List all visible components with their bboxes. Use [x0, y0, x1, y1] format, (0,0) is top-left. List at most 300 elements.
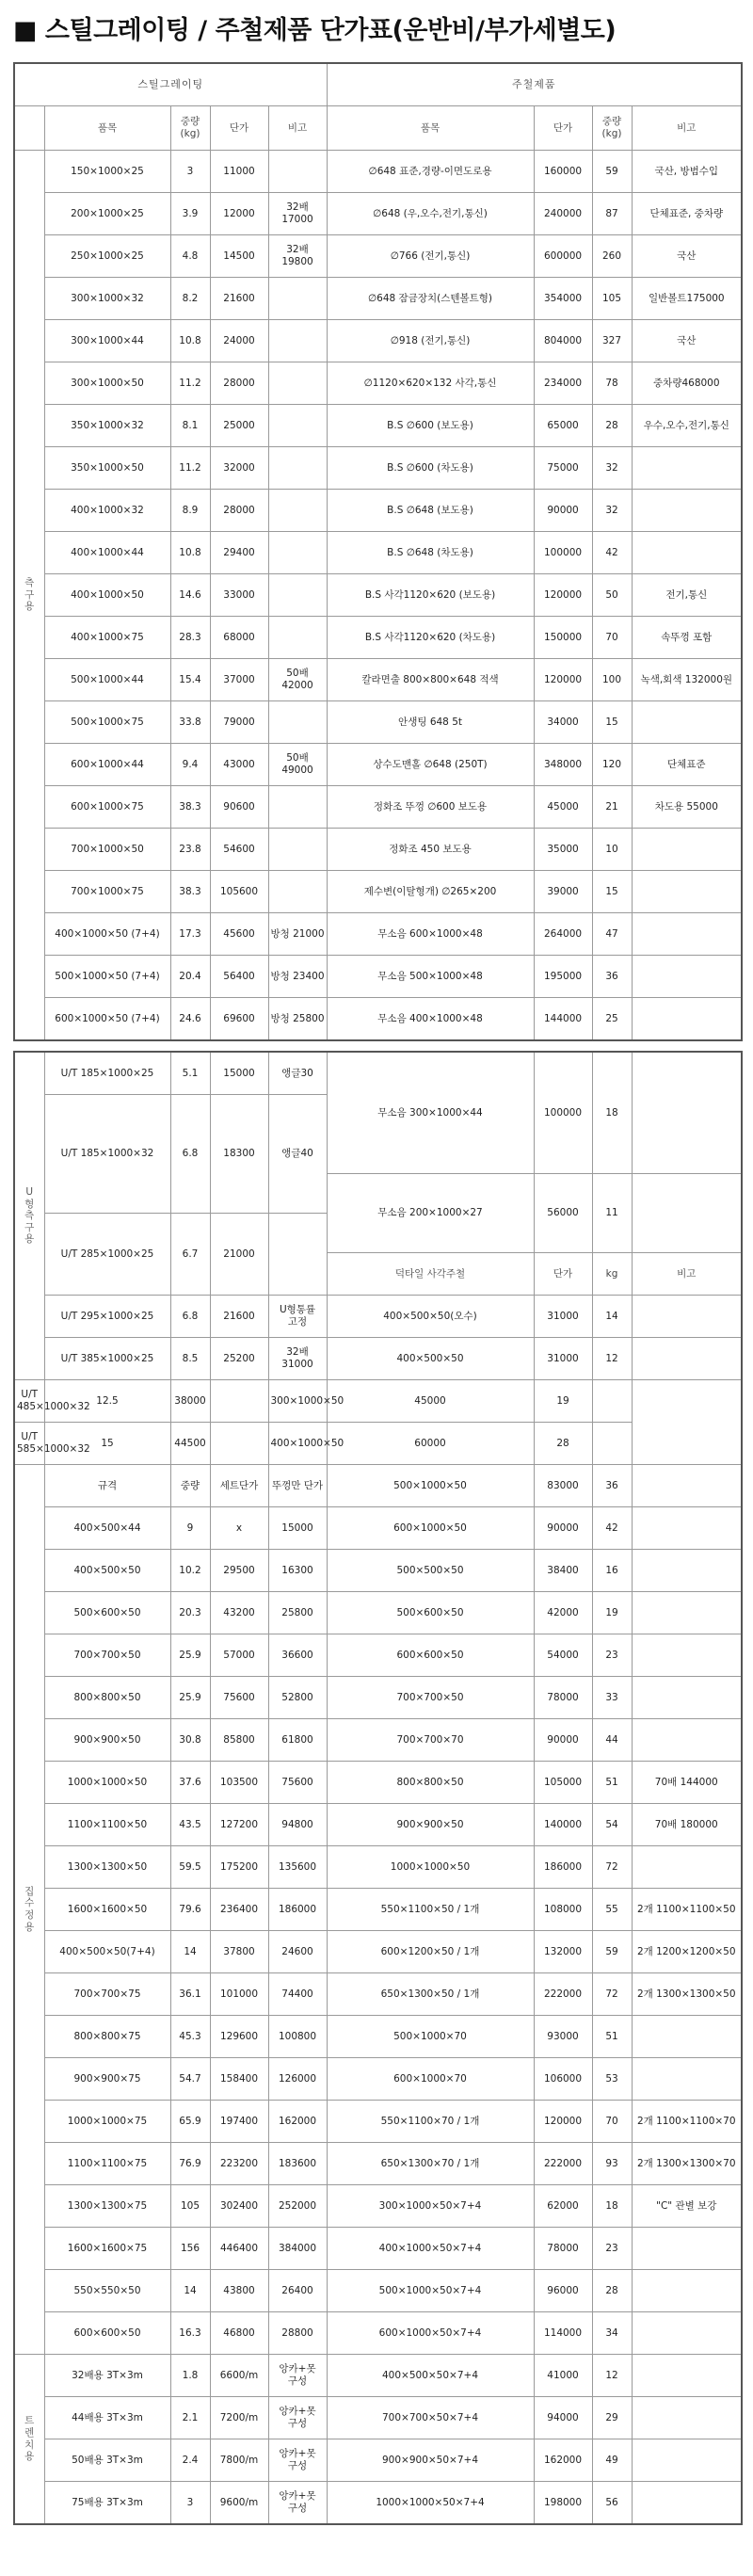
table-cell: 69600 [210, 998, 268, 1041]
table-cell [632, 829, 742, 871]
table-cell: 70 [592, 617, 632, 659]
table-cell: 방청 23400 [268, 956, 327, 998]
table-cell: 2.4 [170, 2439, 210, 2482]
table-cell: 94800 [268, 1804, 327, 1846]
category-label [14, 2355, 44, 2525]
table-cell: 44500 [170, 1423, 210, 1465]
table-cell: 정화조 450 보도용 [327, 829, 534, 871]
table-cell: 제수변(이탈형개) ∅265×200 [327, 871, 534, 913]
table-cell: 348000 [534, 744, 592, 786]
col-header: 중량(kg) [170, 106, 210, 151]
table-cell: 34 [592, 2312, 632, 2355]
table-cell: U/T 185×1000×25 [44, 1052, 170, 1095]
table-cell: 16 [592, 1550, 632, 1592]
table-cell: 60000 [327, 1423, 534, 1465]
table-cell: 1600×1600×75 [44, 2228, 170, 2270]
table-cell: 800×800×50 [44, 1677, 170, 1719]
table-cell [632, 532, 742, 574]
table-cell: 차도용 55000 [632, 786, 742, 829]
table-cell: 25 [592, 998, 632, 1041]
table-cell: "C" 관별 보강 [632, 2185, 742, 2228]
table-cell: 79.6 [170, 1889, 210, 1931]
table-cell: 일반볼트175000 [632, 278, 742, 320]
table-cell: 100 [592, 659, 632, 701]
table-cell: 23.8 [170, 829, 210, 871]
table-cell: 16300 [268, 1550, 327, 1592]
table-cell: 264000 [534, 913, 592, 956]
table-cell: 12000 [210, 193, 268, 235]
table-cell [632, 2397, 742, 2439]
table-cell: 85800 [210, 1719, 268, 1762]
table-row [14, 617, 742, 659]
table-cell: 350×1000×32 [44, 405, 170, 447]
table-cell: 1000×1000×50 [44, 1762, 170, 1804]
table-cell: 300×1000×44 [44, 320, 170, 362]
table-cell: 105000 [534, 1762, 592, 1804]
table-cell: 83000 [534, 1465, 592, 1507]
table-cell [268, 574, 327, 617]
table-cell: 29 [592, 2397, 632, 2439]
table-cell: 53 [592, 2058, 632, 2101]
table-cell: 33.8 [170, 701, 210, 744]
table-row [14, 956, 742, 998]
table-cell: 700×700×75 [44, 1973, 170, 2016]
table-row [14, 786, 742, 829]
table-cell [632, 490, 742, 532]
table-cell: 15 [592, 701, 632, 744]
table-row [14, 1889, 742, 1931]
table-cell: 400×1000×32 [44, 490, 170, 532]
table-row [14, 2482, 742, 2525]
table-cell: 녹색,회색 132000원 [632, 659, 742, 701]
table-cell: 650×1300×70 / 1개 [327, 2143, 534, 2185]
table-cell [268, 829, 327, 871]
table-cell: 30.8 [170, 1719, 210, 1762]
table-cell: 단체표준 [632, 744, 742, 786]
table-cell: 500×1000×44 [44, 659, 170, 701]
table-cell: 12 [592, 1338, 632, 1380]
table-row [14, 744, 742, 786]
table-cell: 700×700×50 [44, 1634, 170, 1677]
table-cell: 400×500×50×7+4 [327, 2355, 534, 2397]
table-cell: 43.5 [170, 1804, 210, 1846]
table-cell [210, 1423, 268, 1465]
table-cell: 56000 [534, 1174, 592, 1253]
table-cell [632, 2016, 742, 2058]
table-cell: 1300×1300×75 [44, 2185, 170, 2228]
table-cell: 162000 [534, 2439, 592, 2482]
table-cell: 144000 [534, 998, 592, 1041]
table-cell: 33000 [210, 574, 268, 617]
table-row [14, 1804, 742, 1846]
table-cell: U형통률 고정 [268, 1296, 327, 1338]
table-cell: 120000 [534, 659, 592, 701]
table-row [14, 1634, 742, 1677]
table-cell: 700×700×50 [327, 1677, 534, 1719]
table-cell: 87 [592, 193, 632, 235]
table-cell: 42 [592, 1507, 632, 1550]
table-cell: 400×1000×50 (7+4) [44, 913, 170, 956]
table-cell [592, 1380, 632, 1423]
table-cell: 59 [592, 1931, 632, 1973]
table-cell: 26400 [268, 2270, 327, 2312]
col-header: 세트단가 [210, 1465, 268, 1507]
table-cell: 12.5 [44, 1380, 170, 1423]
table-cell: 114000 [534, 2312, 592, 2355]
table-row [14, 532, 742, 574]
table-cell: 43000 [210, 744, 268, 786]
table-cell: 11000 [210, 151, 268, 193]
table-cell: 90000 [534, 1507, 592, 1550]
table-cell: U/T 285×1000×25 [44, 1214, 170, 1296]
table-cell: 61800 [268, 1719, 327, 1762]
table-cell: 57000 [210, 1634, 268, 1677]
table-cell: 21 [592, 786, 632, 829]
table-cell: 600000 [534, 235, 592, 278]
table-cell: 400×500×44 [44, 1507, 170, 1550]
table-row [14, 1465, 742, 1507]
table-cell: 400×1000×50 [44, 574, 170, 617]
table-cell: 78000 [534, 1677, 592, 1719]
table-cell: 600×1200×50 / 1개 [327, 1931, 534, 1973]
table-cell: 8.5 [170, 1338, 210, 1380]
table-cell: 42 [592, 532, 632, 574]
table-cell: 앵글40 [268, 1095, 327, 1214]
table-cell: 183600 [268, 2143, 327, 2185]
table-cell: 국산 [632, 235, 742, 278]
table-cell: 900×900×50 [327, 1804, 534, 1846]
table-cell [632, 1338, 742, 1380]
table-cell: 32 [592, 447, 632, 490]
table-cell [268, 786, 327, 829]
table-cell: 132000 [534, 1931, 592, 1973]
table-cell: 15 [592, 871, 632, 913]
table-cell: 25000 [210, 405, 268, 447]
table-row [14, 871, 742, 913]
table-cell: 400×500×50 [327, 1338, 534, 1380]
table-cell: 35000 [534, 829, 592, 871]
table-cell: 302400 [210, 2185, 268, 2228]
table-cell: 45000 [327, 1380, 534, 1423]
table-cell: 15 [44, 1423, 170, 1465]
table-cell: 21600 [210, 1296, 268, 1338]
table-cell [632, 1719, 742, 1762]
table-cell: 150000 [534, 617, 592, 659]
table-cell: 15.4 [170, 659, 210, 701]
category-label [14, 1465, 44, 2355]
table-cell: 38.3 [170, 786, 210, 829]
col-header: 단가 [210, 106, 268, 151]
table-cell [268, 362, 327, 405]
table-row [14, 701, 742, 744]
table-cell [268, 278, 327, 320]
table-row [14, 1677, 742, 1719]
table-cell: B.S ∅648 (보도용) [327, 490, 534, 532]
table-cell: ∅1120×620×132 사각,통신 [327, 362, 534, 405]
table-cell: 24000 [210, 320, 268, 362]
table-cell: 500×1000×50 [327, 1465, 534, 1507]
table-cell: 14 [170, 2270, 210, 2312]
table-cell: 18 [592, 2185, 632, 2228]
group-header-row [14, 63, 742, 106]
table-cell: 59 [592, 151, 632, 193]
table-row [14, 278, 742, 320]
column-header-row [14, 106, 742, 151]
table-cell: 354000 [534, 278, 592, 320]
table-cell [632, 871, 742, 913]
table-cell: 300×1000×50 [268, 1380, 327, 1423]
table-cell: 36 [592, 1465, 632, 1507]
table-cell: 31000 [534, 1296, 592, 1338]
table-cell [632, 447, 742, 490]
table-cell: 50배 49000 [268, 744, 327, 786]
table-cell: 50배 42000 [268, 659, 327, 701]
table-cell: 25.9 [170, 1677, 210, 1719]
table-cell: 20.4 [170, 956, 210, 998]
table-cell: 2개 1100×1100×70 [632, 2101, 742, 2143]
table-cell: 250×1000×25 [44, 235, 170, 278]
col-header: 중량 [170, 1465, 210, 1507]
table-cell: 10.2 [170, 1550, 210, 1592]
table-cell: 칼라면출 800×800×648 적색 [327, 659, 534, 701]
table-cell: 2.1 [170, 2397, 210, 2439]
table-row [14, 1338, 742, 1380]
table-cell [632, 2058, 742, 2101]
table-cell: B.S ∅600 (보도용) [327, 405, 534, 447]
table-cell: 600×1000×50×7+4 [327, 2312, 534, 2355]
table-cell: B.S ∅600 (차도용) [327, 447, 534, 490]
table-row [14, 1296, 742, 1338]
table-cell [632, 1052, 742, 1174]
table-cell: 126000 [268, 2058, 327, 2101]
table-cell: 162000 [268, 2101, 327, 2143]
table-cell: 중차량468000 [632, 362, 742, 405]
bottom-table-body [14, 1052, 742, 2524]
table-row [14, 829, 742, 871]
table-row [14, 2101, 742, 2143]
table-cell: 700×700×50×7+4 [327, 2397, 534, 2439]
table-cell: 14 [592, 1296, 632, 1338]
table-cell: 28.3 [170, 617, 210, 659]
table-row [14, 320, 742, 362]
table-cell: 28000 [210, 490, 268, 532]
table-cell: 72 [592, 1973, 632, 2016]
table-cell: 1000×1000×50 [327, 1846, 534, 1889]
table-row [14, 1719, 742, 1762]
table-cell: 18 [592, 1052, 632, 1174]
table-cell: 140000 [534, 1804, 592, 1846]
table-cell: 186000 [268, 1889, 327, 1931]
table-cell: 31000 [534, 1338, 592, 1380]
table-cell: 100000 [534, 1052, 592, 1174]
table-cell: 14500 [210, 235, 268, 278]
table-cell: 94000 [534, 2397, 592, 2439]
table-cell: 127200 [210, 1804, 268, 1846]
table-cell: 120000 [534, 2101, 592, 2143]
table-row [14, 1550, 742, 1592]
table-cell: 23 [592, 1634, 632, 1677]
table-cell: U/T 585×1000×32 [14, 1423, 44, 1465]
col-header: 규격 [44, 1465, 170, 1507]
table-cell: 90000 [534, 1719, 592, 1762]
table-cell: 15000 [268, 1507, 327, 1550]
table-cell: 37000 [210, 659, 268, 701]
table-cell [632, 2228, 742, 2270]
table-cell: 101000 [210, 1973, 268, 2016]
table-cell: 70배 180000 [632, 1804, 742, 1846]
left-group-header: 스틸그레이팅 [14, 63, 327, 106]
table-cell: 70배 144000 [632, 1762, 742, 1804]
table-row [14, 2270, 742, 2312]
table-cell: 9 [170, 1507, 210, 1550]
table-cell [632, 1296, 742, 1338]
table-cell: 446400 [210, 2228, 268, 2270]
table-cell: 무소음 300×1000×44 [327, 1052, 534, 1174]
table-cell [268, 1214, 327, 1296]
table-cell: 400×1000×75 [44, 617, 170, 659]
table-cell: 900×900×75 [44, 2058, 170, 2101]
table-cell: 6.7 [170, 1214, 210, 1296]
table-cell: U/T 485×1000×32 [14, 1380, 44, 1423]
table-cell: 10 [592, 829, 632, 871]
table-cell: 120000 [534, 574, 592, 617]
top-price-table [13, 62, 743, 1041]
table-row [14, 193, 742, 235]
table-cell: 46800 [210, 2312, 268, 2355]
table-row [14, 2355, 742, 2397]
table-cell: 정화조 뚜껑 ∅600 보도용 [327, 786, 534, 829]
table-cell: 3 [170, 2482, 210, 2525]
table-cell: 앙카+못 구성 [268, 2439, 327, 2482]
table-row [14, 574, 742, 617]
table-cell: 32 [592, 490, 632, 532]
table-cell: 600×1000×44 [44, 744, 170, 786]
category-text: 집수정용 [24, 1885, 35, 1933]
table-cell: 500×1000×70 [327, 2016, 534, 2058]
table-cell: 21600 [210, 278, 268, 320]
right-group-header: 주철제품 [327, 63, 742, 106]
col-header: 품목 [327, 106, 534, 151]
table-cell: 78 [592, 362, 632, 405]
table-cell: ∅648 잠금장치(스텐볼트형) [327, 278, 534, 320]
table-cell [210, 1380, 268, 1423]
table-cell: 6.8 [170, 1095, 210, 1214]
table-cell: 550×1100×50 / 1개 [327, 1889, 534, 1931]
table-cell: 103500 [210, 1762, 268, 1804]
table-cell: 앙카+못 구성 [268, 2482, 327, 2525]
table-row [14, 405, 742, 447]
table-cell [268, 701, 327, 744]
table-cell: 방청 21000 [268, 913, 327, 956]
table-cell [592, 1423, 632, 1465]
table-cell: 25200 [210, 1338, 268, 1380]
table-cell: 500×600×50 [44, 1592, 170, 1634]
category-label [14, 1052, 44, 1380]
table-cell: 1100×1100×50 [44, 1804, 170, 1846]
table-cell: 24600 [268, 1931, 327, 1973]
table-cell: 600×1000×50 [327, 1507, 534, 1550]
table-cell: B.S 사각1120×620 (보도용) [327, 574, 534, 617]
table-cell: 17.3 [170, 913, 210, 956]
table-cell: 39000 [534, 871, 592, 913]
table-cell: 15000 [210, 1052, 268, 1095]
table-cell: 8.1 [170, 405, 210, 447]
table-row [14, 2397, 742, 2439]
table-cell: 47 [592, 913, 632, 956]
table-cell: 198000 [534, 2482, 592, 2525]
table-cell: 49 [592, 2439, 632, 2482]
col-header: 단가 [534, 106, 592, 151]
table-cell: 900×900×50×7+4 [327, 2439, 534, 2482]
table-cell: 200×1000×25 [44, 193, 170, 235]
table-cell [268, 532, 327, 574]
table-cell: 6.8 [170, 1296, 210, 1338]
table-cell: 44배용 3T×3m [44, 2397, 170, 2439]
table-row [14, 1380, 742, 1423]
table-cell: 55 [592, 1889, 632, 1931]
table-cell: 44 [592, 1719, 632, 1762]
table-cell: 9.4 [170, 744, 210, 786]
table-cell: 76.9 [170, 2143, 210, 2185]
table-cell: 500×600×50 [327, 1592, 534, 1634]
table-cell [268, 871, 327, 913]
table-cell: ∅648 (우,오수,전기,통신) [327, 193, 534, 235]
table-cell: 10.8 [170, 320, 210, 362]
page-title: ■ 스틸그레이팅 / 주철제품 단가표(운반비/부가세별도) [13, 16, 617, 45]
table-cell: 32배용 3T×3m [44, 2355, 170, 2397]
table-cell: 50 [592, 574, 632, 617]
table-cell: 79000 [210, 701, 268, 744]
table-cell: 34000 [534, 701, 592, 744]
table-cell: 무소음 200×1000×27 [327, 1174, 534, 1253]
table-cell [632, 1846, 742, 1889]
table-cell: 국산 [632, 320, 742, 362]
table-cell: 350×1000×50 [44, 447, 170, 490]
table-row [14, 1052, 742, 1095]
category-text: 측구용 [24, 577, 35, 613]
table-cell: 16.3 [170, 2312, 210, 2355]
col-header: 중량(kg) [592, 106, 632, 151]
table-cell: 72 [592, 1846, 632, 1889]
table-row [14, 490, 742, 532]
table-cell: 7200/m [210, 2397, 268, 2439]
table-cell: 1.8 [170, 2355, 210, 2397]
table-cell: 500×1000×50 (7+4) [44, 956, 170, 998]
table-cell: 54000 [534, 1634, 592, 1677]
table-cell: 29500 [210, 1550, 268, 1592]
corner-cell [14, 106, 44, 151]
table-cell: 무소음 500×1000×48 [327, 956, 534, 998]
table-cell: 2개 1200×1200×50 [632, 1931, 742, 1973]
table-cell: 650×1300×50 / 1개 [327, 1973, 534, 2016]
table-cell: 240000 [534, 193, 592, 235]
table-cell: 135600 [268, 1846, 327, 1889]
table-cell: 23 [592, 2228, 632, 2270]
table-cell [632, 1465, 742, 1507]
table-row [14, 2439, 742, 2482]
table-cell: 앙카+못 구성 [268, 2355, 327, 2397]
table-cell: 8.9 [170, 490, 210, 532]
table-cell: 804000 [534, 320, 592, 362]
table-cell: 900×900×50 [44, 1719, 170, 1762]
table-row [14, 151, 742, 193]
table-row [14, 2058, 742, 2101]
table-cell: 1000×1000×50×7+4 [327, 2482, 534, 2525]
table-cell: 11.2 [170, 362, 210, 405]
table-cell: 260 [592, 235, 632, 278]
table-cell: 150×1000×25 [44, 151, 170, 193]
table-cell [632, 1677, 742, 1719]
